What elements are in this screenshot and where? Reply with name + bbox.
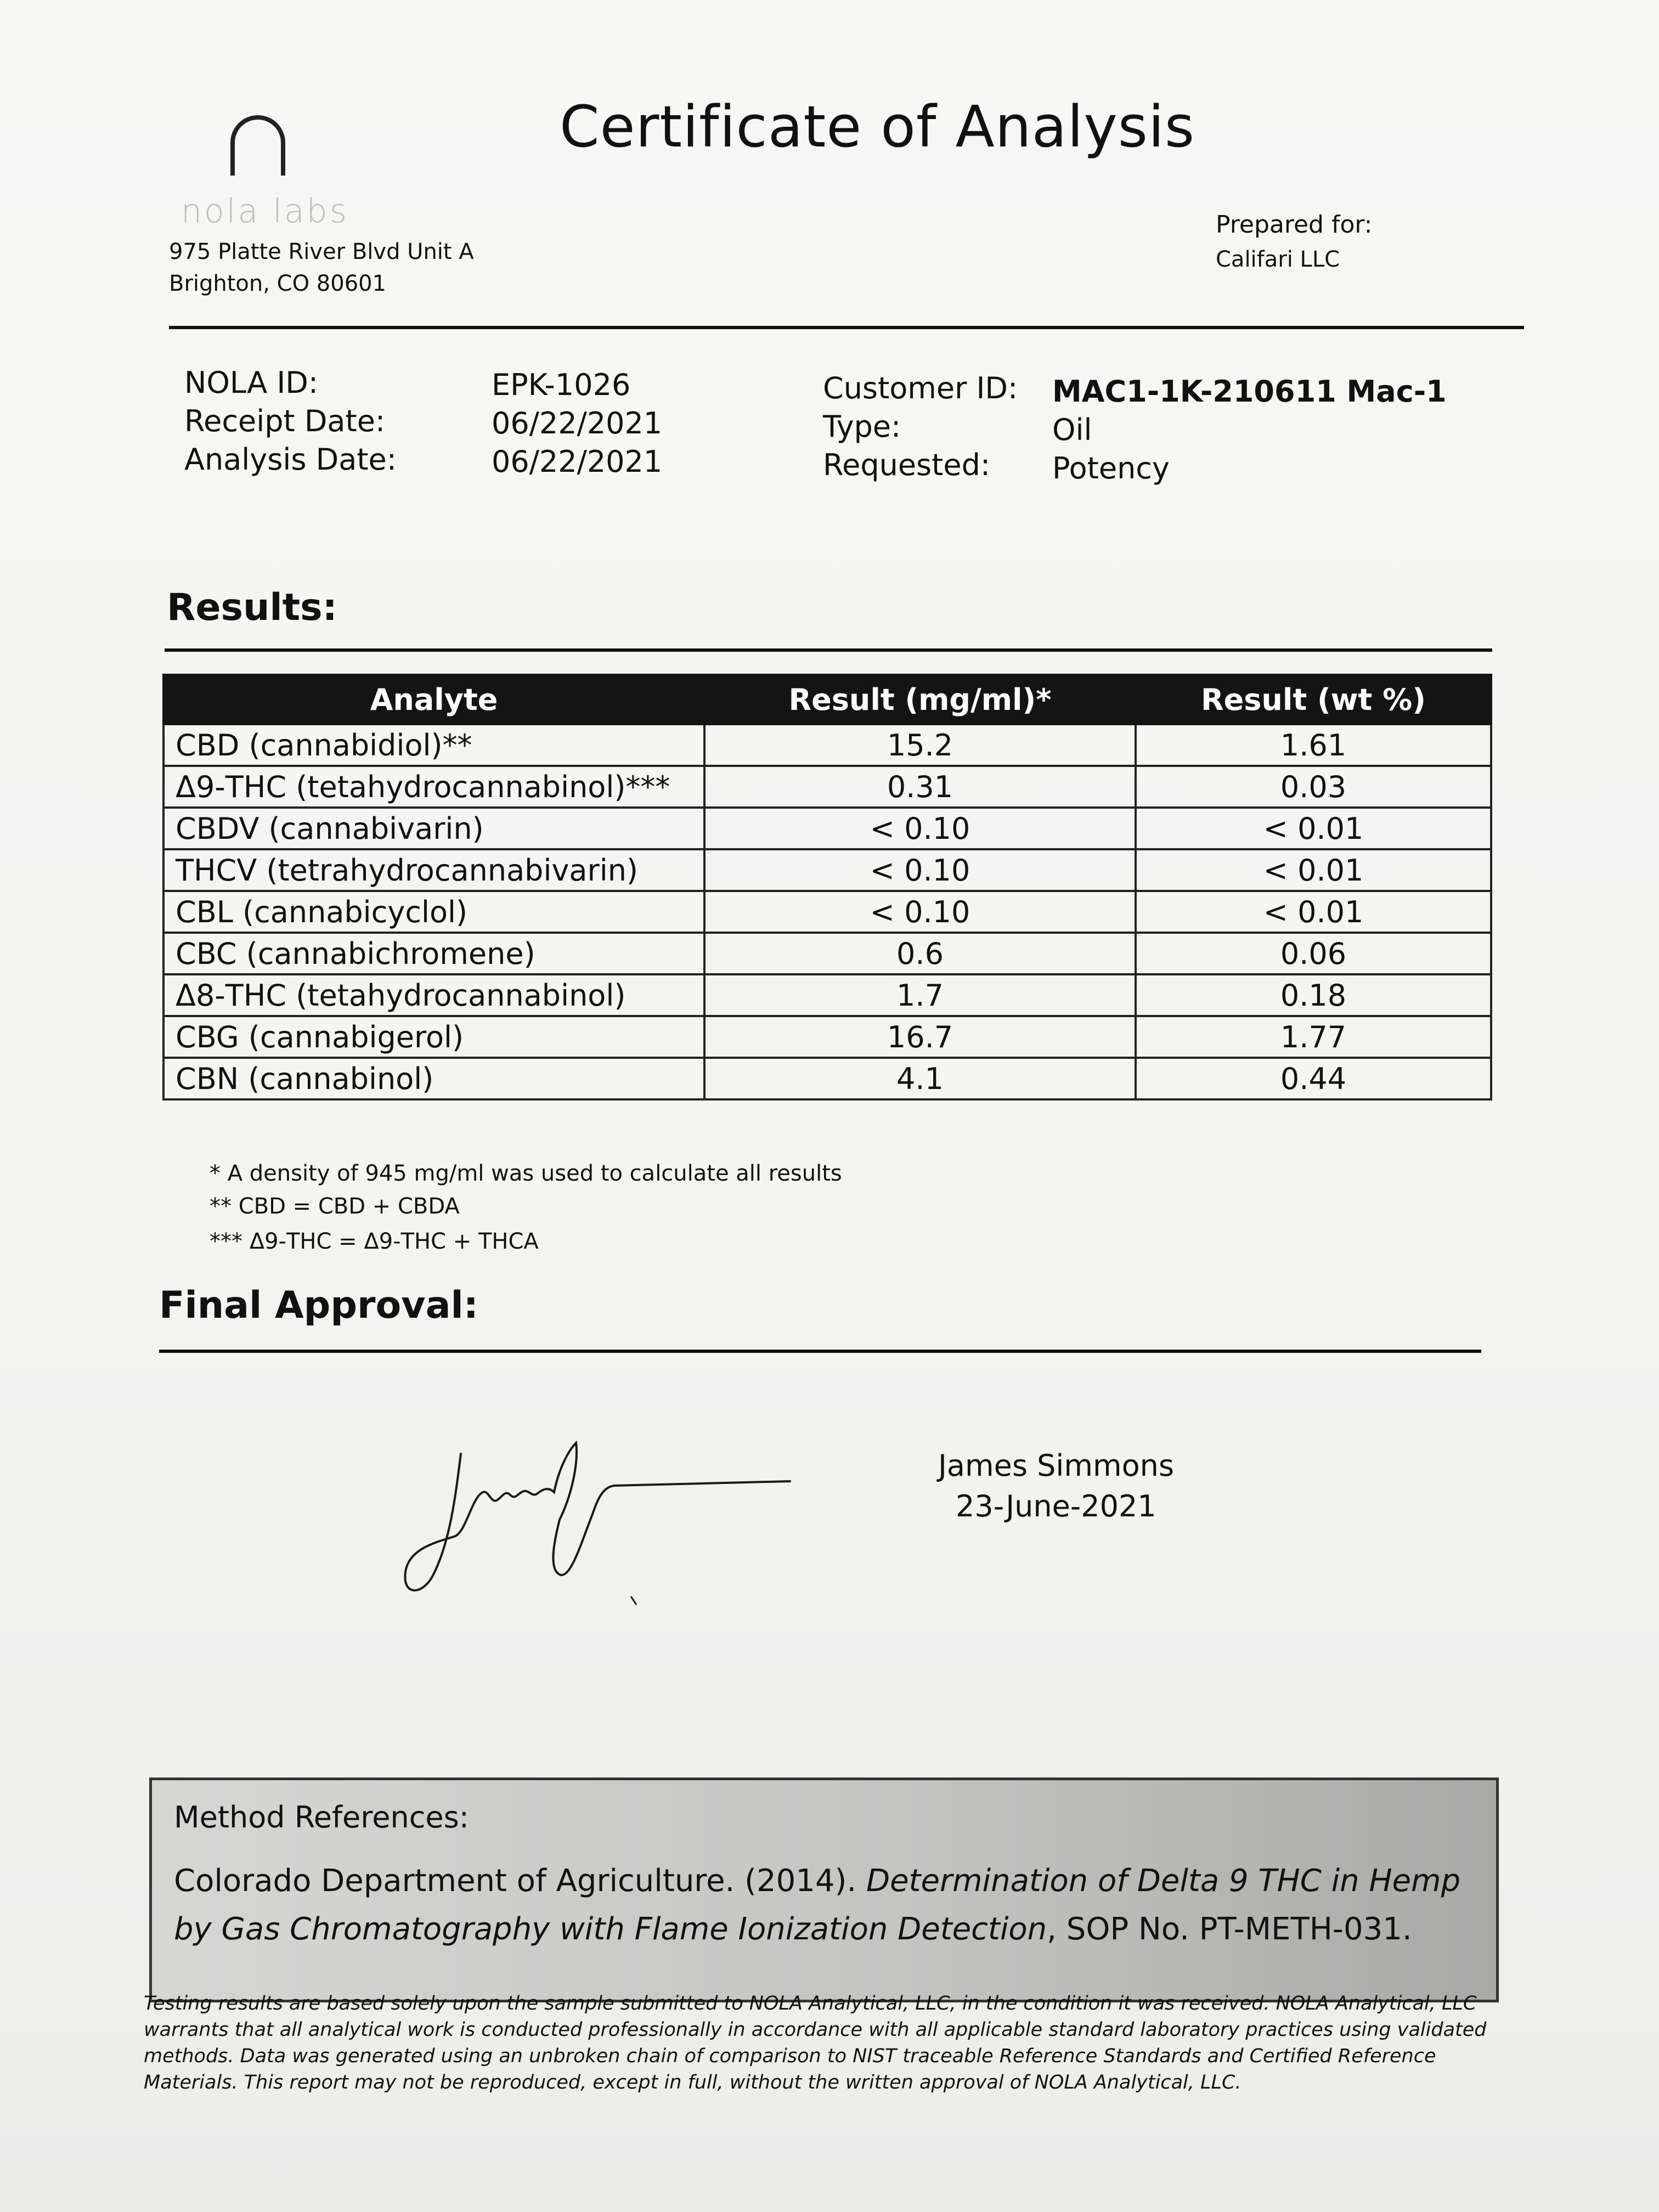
table-row [163, 808, 1491, 849]
table-header-row [163, 675, 1491, 724]
customer-id-value: MAC1-1K-210611 Mac-1 [1052, 374, 1447, 409]
citation-source: Colorado Department of Agriculture. (2014). [174, 1863, 866, 1899]
table-row [163, 724, 1491, 766]
mgml-cell: 0.31 [704, 766, 1136, 808]
analysis-date-label: Analysis Date: [184, 442, 397, 477]
citation-title: Determination of Delta 9 THC in Hemp by Gas Chromatography with Flame Ionization Detection [174, 1863, 1461, 1947]
nola-id-label: NOLA ID: [184, 365, 319, 400]
type-label: Type: [823, 409, 901, 444]
wt-cell: 1.77 [1136, 1016, 1491, 1058]
table-row [163, 974, 1491, 1016]
method-citation [174, 1857, 1480, 1954]
mgml-cell: < 0.10 [704, 891, 1136, 933]
table-row [163, 891, 1491, 933]
wt-cell: < 0.01 [1136, 808, 1491, 849]
prepared-for-label: Prepared for: [1216, 211, 1373, 239]
method-references-title: Method References: [174, 1800, 469, 1835]
nola-id-value: EPK-1026 [492, 368, 631, 402]
analyte-cell: THCV (tetrahydrocannabivarin) [163, 849, 704, 891]
prepared-for-name: Califari LLC [1216, 247, 1340, 272]
signature-image [395, 1432, 812, 1607]
results-heading: Results: [167, 586, 337, 629]
table-row [163, 1058, 1491, 1099]
header-divider [169, 326, 1524, 329]
column-header-analyte: Analyte [163, 675, 704, 724]
final-approval-heading: Final Approval: [159, 1284, 478, 1327]
analyte-cell: CBN (cannabinol) [163, 1058, 704, 1099]
mgml-cell: 16.7 [704, 1016, 1136, 1058]
address-line2: Brighton, CO 80601 [169, 271, 387, 296]
disclaimer-text: Testing results are based solely upon the sample submitted to NOLA Analytical, LLC, in the condition it was received. NOLA Analytical, LLC warrants that all analytical work is conducted professionally in accordance with all applicable standard laboratory practices using validated methods. Data was generated using an unbroken chain of comparison to NIST traceable Reference Standards and Certified Reference Materials. This report may not be reproduced, except in full, without the written approval of NOLA Analytical, LLC. [144, 1993, 1487, 2094]
footnote-density: * A density of 945 mg/ml was used to calculate all results [210, 1161, 842, 1186]
footnote-cbd: ** CBD = CBD + CBDA [210, 1194, 460, 1219]
column-header-mgml: Result (mg/ml)* [704, 675, 1136, 724]
requested-label: Requested: [823, 448, 991, 482]
table-row [163, 933, 1491, 974]
wt-cell: < 0.01 [1136, 891, 1491, 933]
mgml-cell: 0.6 [704, 933, 1136, 974]
table-row [163, 766, 1491, 808]
receipt-date-value: 06/22/2021 [492, 406, 663, 441]
citation-sop: , SOP No. PT-METH-031. [1047, 1911, 1412, 1947]
analyte-cell: Δ8-THC (tetahydrocannabinol) [163, 974, 704, 1016]
address-line1: 975 Platte River Blvd Unit A [169, 239, 474, 264]
analyte-cell: CBD (cannabidiol)** [163, 724, 704, 766]
logo-text: nola labs [181, 192, 349, 230]
customer-id-label: Customer ID: [823, 371, 1018, 405]
receipt-date-label: Receipt Date: [184, 404, 386, 438]
column-header-wt: Result (wt %) [1136, 675, 1491, 724]
analyte-cell: Δ9-THC (tetahydrocannabinol)*** [163, 766, 704, 808]
wt-cell: < 0.01 [1136, 849, 1491, 891]
approval-date: 23-June-2021 [956, 1489, 1156, 1523]
wt-cell: 0.44 [1136, 1058, 1491, 1099]
type-value: Oil [1052, 413, 1092, 447]
table-row [163, 1016, 1491, 1058]
mgml-cell: 15.2 [704, 724, 1136, 766]
method-references-box [149, 1778, 1499, 2002]
results-table [162, 674, 1492, 1101]
results-divider [165, 648, 1492, 652]
footnote-thc: *** Δ9-THC = Δ9-THC + THCA [210, 1229, 539, 1254]
analyte-cell: CBG (cannabigerol) [163, 1016, 704, 1058]
table-row [163, 849, 1491, 891]
page-title: Certificate of Analysis [560, 93, 1195, 160]
wt-cell: 0.06 [1136, 933, 1491, 974]
analyte-cell: CBL (cannabicyclol) [163, 891, 704, 933]
approver-name: James Simmons [938, 1448, 1175, 1483]
wt-cell: 0.03 [1136, 766, 1491, 808]
wt-cell: 0.18 [1136, 974, 1491, 1016]
requested-value: Potency [1052, 451, 1170, 486]
mgml-cell: 4.1 [704, 1058, 1136, 1099]
nola-logo-icon [230, 115, 285, 176]
mgml-cell: < 0.10 [704, 849, 1136, 891]
analyte-cell: CBC (cannabichromene) [163, 933, 704, 974]
mgml-cell: < 0.10 [704, 808, 1136, 849]
mgml-cell: 1.7 [704, 974, 1136, 1016]
analyte-cell: CBDV (cannabivarin) [163, 808, 704, 849]
wt-cell: 1.61 [1136, 724, 1491, 766]
analysis-date-value: 06/22/2021 [492, 444, 663, 479]
approval-divider [159, 1350, 1481, 1353]
